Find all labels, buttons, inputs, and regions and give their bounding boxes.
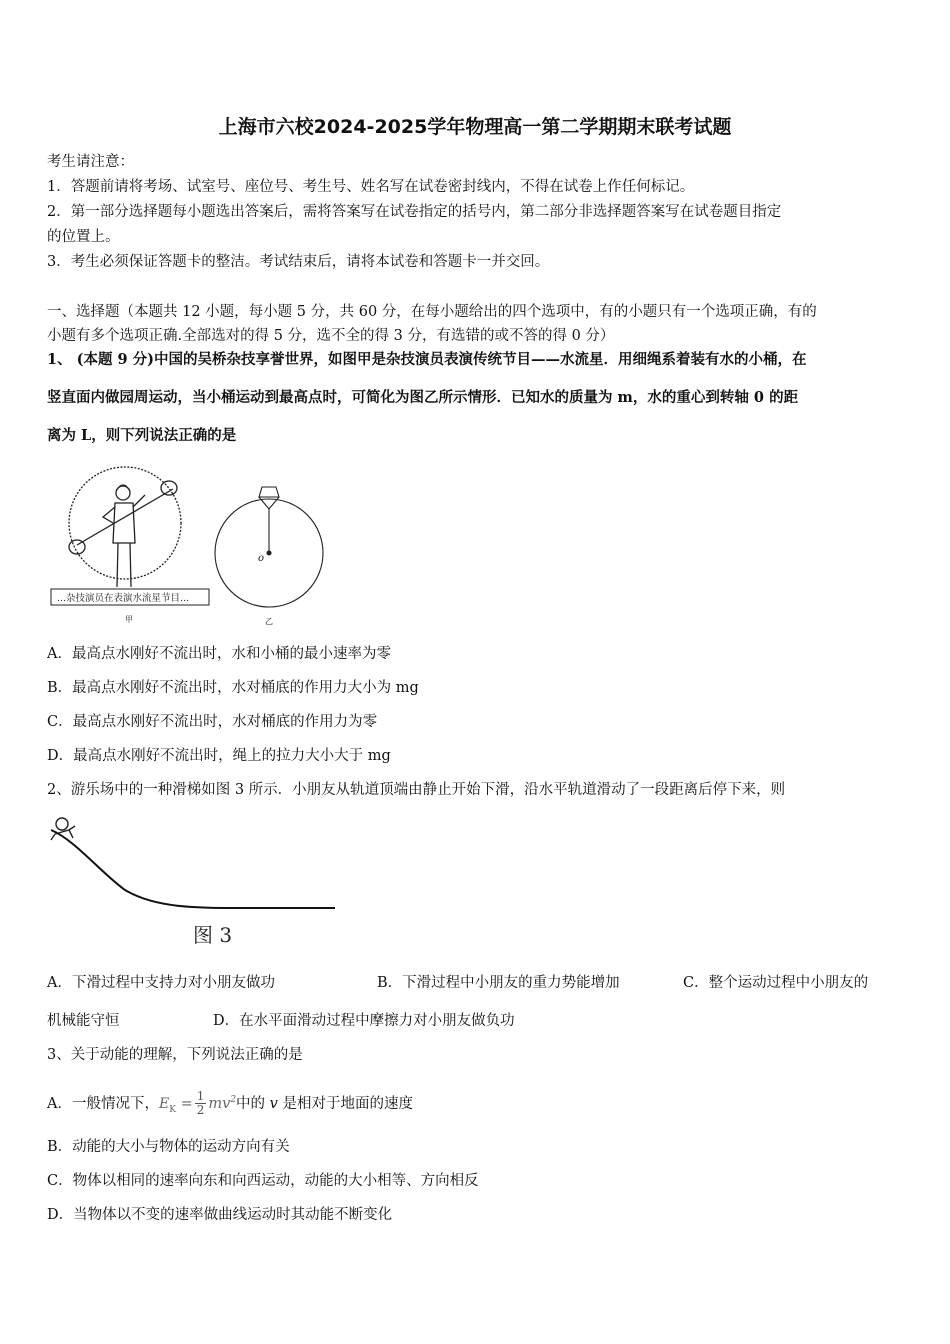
q2-option-c: C．整个运动过程中小朋友的 <box>683 975 869 991</box>
q1-option-b: B．最高点水刚好不流出时，水对桶底的作用力大小为 mg <box>47 680 419 696</box>
q1-stem-line3: 离为 L，则下列说法正确的是 <box>47 427 237 444</box>
section-heading-line2: 小题有多个选项正确.全部选对的得 5 分，选不全的得 3 分，有选错的或不答的得 0 分） <box>47 328 615 344</box>
q1-option-d: D．最高点水刚好不流出时，绳上的拉力大小大于 mg <box>47 748 391 764</box>
formula-square: 2 <box>230 1095 237 1105</box>
slide-track <box>51 830 335 908</box>
q3-option-c: C．物体以相同的速率向东和向西运动，动能的大小相等、方向相反 <box>47 1173 479 1189</box>
figure-b-point-label: o <box>258 553 265 564</box>
q3-option-a-suffix2: 是相对于地面的速度 <box>277 1095 413 1112</box>
kinetic-energy-symbol <box>158 1095 176 1115</box>
q2-option-b: B．下滑过程中小朋友的重力势能增加 <box>377 975 620 991</box>
q1-stem-line2: 竖直面内做园周运动，当小桶运动到最高点时，可简化为图乙所示情形．已知水的质量为 m，水的重心到转轴 0 的距 <box>47 389 799 406</box>
q3-option-d: D．当物体以不变的速率做曲线运动时其动能不断变化 <box>47 1207 393 1223</box>
notice-item-3: 3．考生必须保证答题卡的整洁。考试结束后，请将本试卷和答题卡一并交回。 <box>47 254 550 270</box>
q2-slide-figure <box>45 812 345 952</box>
q3-stem: 3、关于动能的理解，下列说法正确的是 <box>47 1047 303 1063</box>
figure-a-performer <box>51 467 209 605</box>
q3-option-a-prefix: A．一般情况下， <box>47 1095 159 1112</box>
fraction-denominator: 2 <box>196 1103 205 1118</box>
q2-stem: 2、游乐场中的一种滑梯如图 3 所示．小朋友从轨道顶端由静止开始下滑，沿水平轨道滑动了一段距离后停下来，则 <box>47 782 786 798</box>
q3-option-b: B．动能的大小与物体的运动方向有关 <box>47 1139 290 1155</box>
notice-item-2-cont: 的位置上。 <box>47 229 120 245</box>
q1-option-c: C．最高点水刚好不流出时，水对桶底的作用力为零 <box>47 714 378 730</box>
q1-figure <box>45 455 335 630</box>
q1-option-a: A．最高点水刚好不流出时，水和小桶的最小速率为零 <box>47 646 391 662</box>
formula-mv-text: mv <box>208 1095 231 1112</box>
q2-figure-label: 图 3 <box>193 923 233 947</box>
formula-fraction <box>195 1090 207 1117</box>
notice-heading: 考生请注意： <box>47 154 134 170</box>
formula-equals: = <box>180 1095 193 1112</box>
notice-item-1: 1．答题前请将考场、试室号、座位号、考生号、姓名写在试卷密封线内，不得在试卷上作任何标记。 <box>47 179 695 195</box>
q3-option-a <box>47 1082 413 1128</box>
figure-b-diagram <box>215 487 323 607</box>
formula-e: E <box>158 1095 170 1112</box>
q3-option-a-v: v <box>269 1095 278 1112</box>
formula-k: K <box>169 1104 176 1115</box>
q3-option-a-suffix1: 中的 <box>236 1095 270 1112</box>
q2-option-d: D．在水平面滑动过程中摩擦力对小朋友做负功 <box>213 1013 515 1029</box>
figure-a-caption: ...杂技演员在表演水流星节目... <box>57 593 190 604</box>
q1-stem-line1: 1、 (本题 9 分)中国的吴桥杂技享誉世界，如图甲是杂技演员表演传统节目——水流星．用细绳系着装有水的小桶，在 <box>47 351 807 368</box>
notice-item-2: 2．第一部分选择题每小题选出答案后，需将答案写在试卷指定的括号内，第二部分非选择题答案写在试卷题目指定 <box>47 204 782 220</box>
q2-option-a: A．下滑过程中支持力对小朋友做功 <box>47 975 275 991</box>
figure-a-label: 甲 <box>125 615 133 624</box>
page-title: 上海市六校2024-2025学年物理高一第二学期期末联考试题 <box>218 116 732 138</box>
figure-b-label: 乙 <box>265 617 273 626</box>
section-heading-line1: 一、选择题（本题共 12 小题，每小题 5 分，共 60 分，在每小题给出的四个选项中，有的小题只有一个选项正确，有的 <box>47 304 817 320</box>
fraction-numerator: 1 <box>196 1089 205 1104</box>
formula-mv <box>208 1096 236 1112</box>
q2-option-c-cont: 机械能守恒 <box>47 1013 120 1029</box>
